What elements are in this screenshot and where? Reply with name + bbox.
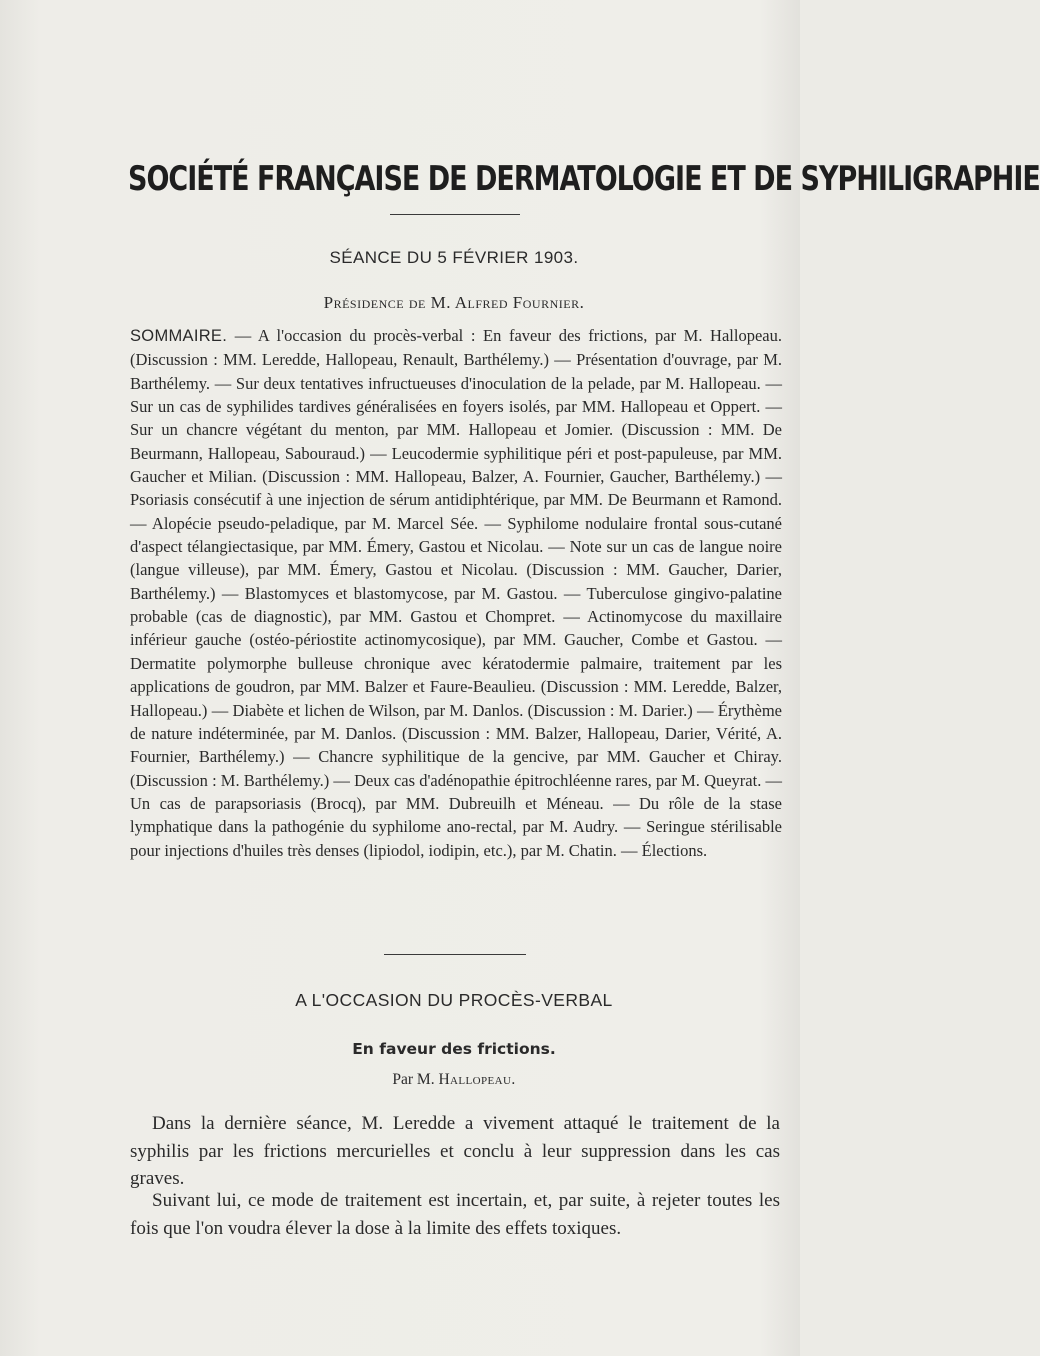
author-prefix: Par M. — [392, 1071, 435, 1088]
summary-lead: SOMMAIRE. — [130, 327, 228, 345]
author-name: Hallopeau. — [438, 1071, 516, 1088]
presidence-line: Présidence de M. Alfred Fournier. — [323, 293, 585, 312]
section-title: A L'OCCASION DU PROCÈS-VERBAL — [295, 990, 613, 1010]
session-date: SÉANCE DU 5 FÉVRIER 1903. — [329, 248, 579, 267]
summary-block — [130, 324, 782, 862]
society-heading: SOCIÉTÉ FRANÇAISE DE DERMATOLOGIE ET DE SYPHILIGRAPHIE — [128, 160, 1040, 199]
heading-divider — [390, 214, 520, 215]
author-line — [128, 1071, 780, 1089]
section-divider — [384, 954, 526, 955]
body-paragraph: Dans la dernière séance, M. Leredde a vivement attaqué le traitement de la syphilis par les frictions mercurielles et conclu à leur suppression dans les cas graves. — [130, 1113, 780, 1189]
summary-text: — A l'occasion du procès-verbal : En faveur des frictions, par M. Hallopeau. (Discussion : MM. Leredde, Hallopeau, Renault, Barthélemy.) — Présentation d'ouvrage, par M. Barthélemy. — Sur deux tentatives infructueuses d'inoculation de la pelade, par M. Hallopeau. — Sur un cas de syphilides tardives généralisées en foyers isolés, par MM. Hallopeau et Oppert. — Sur un chancre végétant du menton, par MM. Hallopeau et Jomier. (Discussion : MM. De Beurmann, Hallopeau, Sabouraud.) — Leucodermie syphilitique péri et post-papuleuse, par MM. Gaucher et Milian. (Discussion : MM. Hallopeau, Balzer, A. Fournier, Gaucher, Barthélemy.) — Psoriasis consécutif à une injection de sérum antidiphtérique, par MM. De Beurmann et Ramond. — Alopécie pseudo-peladique, par M. Marcel Sée. — Syphilome nodulaire frontal sous-cutané d'aspect télangiectasique, par MM. Émery, Gastou et Nicolau. — Note sur un cas de langue noire (langue villeuse), par MM. Émery, Gastou et Nicolau. (Discussion : MM. Gaucher, Darier, Barthélemy.) — Blastomyces et blastomycose, par M. Gastou. — Tuberculose gingivo-palatine probable (cas de diagnostic), par MM. Gastou et Chompret. — Actinomycose du maxillaire inférieur gauche (ostéo-périostite actinomycosique), par MM. Gaucher, Combe et Gastou. — Dermatite polymorphe bulleuse chronique avec kératodermie palmaire, traitement par les applications de goudron, par MM. Balzer et Faure-Beaulieu. (Discussion : MM. Leredde, Balzer, Hallopeau.) — Diabète et lichen de Wilson, par M. Danlos. (Discussion : M. Darier.) — Érythème de nature indéterminée, par M. Danlos. (Discussion : MM. Balzer, Hallopeau, Darier, Vérité, A. Fournier, Barthélemy.) — Chancre syphilitique de la gencive, par MM. Gaucher et Chiray. (Discussion : M. Barthélemy.) — Deux cas d'adénopathie épitrochléenne rares, par M. Queyrat. — Un cas de parapsoriasis (Brocq), par MM. Dubreuilh et Méneau. — Du rôle de la stase lymphatique dans la pathogénie du syphilome ano-rectal, par M. Audry. — Seringue stérilisable pour injections d'huiles très denses (lipiodol, iodipin, etc.), par M. Chatin. — Élections. — [130, 326, 782, 860]
body-paragraph: Suivant lui, ce mode de traitement est incertain, et, par suite, à rejeter toutes les fois que l'on voudra élever la dose à la limite des effets toxiques. — [130, 1190, 780, 1239]
section-subtitle: En faveur des frictions. — [352, 1040, 556, 1058]
